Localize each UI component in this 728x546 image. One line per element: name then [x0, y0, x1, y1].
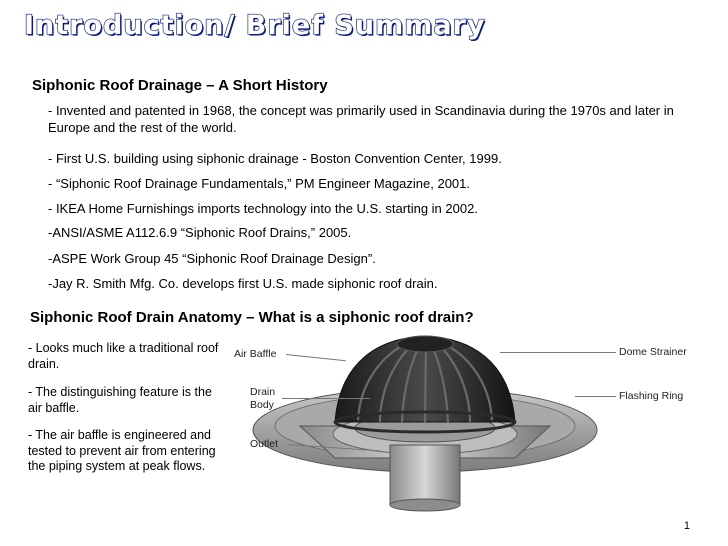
anatomy-point: - The air baffle is engineered and tested to prevent air from entering the piping system at peak flows.	[28, 428, 216, 473]
history-item: - First U.S. building using siphonic drainage - Boston Convention Center, 1999.	[48, 151, 502, 166]
drain-body-label-line1: Drain	[250, 386, 276, 398]
siphonic-roof-drain-image	[240, 330, 610, 512]
slide-title: Introduction/ Brief Summary	[24, 10, 486, 41]
outlet-pipe-shape	[390, 445, 460, 505]
drain-body-leader	[282, 398, 370, 399]
history-item: -ASPE Work Group 45 “Siphonic Roof Drainage Design”.	[48, 251, 376, 266]
flashing-ring-leader	[575, 396, 616, 397]
dome-strainer-leader	[500, 352, 616, 353]
history-item: - IKEA Home Furnishings imports technology into the U.S. starting in 2002.	[48, 201, 478, 216]
history-item: - Invented and patented in 1968, the concept was primarily used in Scandinavia during the 1970s and later in Europe and the rest of the world.	[48, 103, 674, 135]
air-baffle-label: Air Baffle	[234, 348, 277, 360]
anatomy-point: - Looks much like a traditional roof drain.	[28, 341, 219, 371]
flashing-ring-label: Flashing Ring	[619, 390, 684, 402]
history-heading: Siphonic Roof Drainage – A Short History	[32, 77, 328, 94]
drain-body-label-line2: Body	[250, 399, 274, 411]
page-number: 1	[683, 520, 690, 532]
history-item: -Jay R. Smith Mfg. Co. develops first U.S. made siphonic roof drain.	[48, 276, 438, 291]
anatomy-heading: Siphonic Roof Drain Anatomy – What is a siphonic roof drain?	[30, 309, 474, 326]
outlet-label: Outlet	[250, 438, 279, 450]
dome-strainer-label: Dome Strainer	[619, 346, 687, 358]
history-item: - “Siphonic Roof Drainage Fundamentals,” PM Engineer Magazine, 2001.	[48, 176, 471, 191]
history-item: -ANSI/ASME A112.6.9 “Siphonic Roof Drains,” 2005.	[48, 225, 352, 240]
anatomy-point: - The distinguishing feature is the air baffle.	[28, 385, 212, 415]
